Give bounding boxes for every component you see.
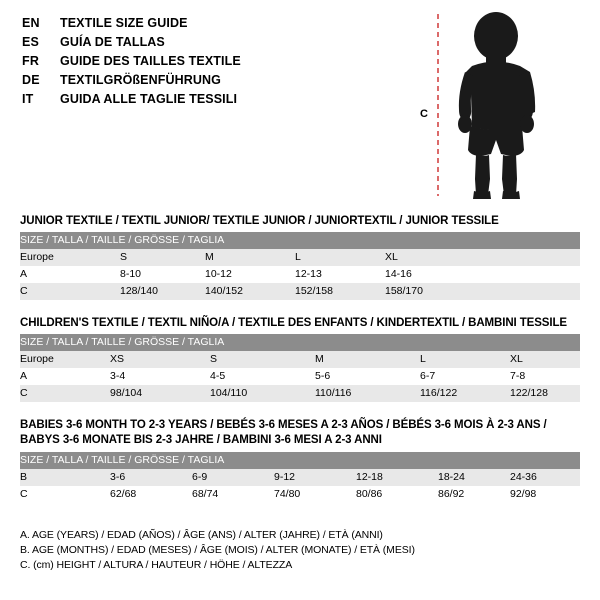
table-header-row: [20, 452, 580, 469]
toddler-figure: [420, 8, 580, 198]
table-row: [20, 249, 580, 266]
section-title: JUNIOR TEXTILE / TEXTIL JUNIOR/ TEXTILE JUNIOR / JUNIORTEXTIL / JUNIOR TESSILE: [20, 215, 499, 227]
cell: 98/104: [110, 385, 210, 402]
cell: 9-12: [274, 469, 356, 486]
cell: 12-18: [356, 469, 438, 486]
cell: XS: [110, 351, 210, 368]
language-code: FR: [22, 54, 40, 68]
language-row-en: [22, 14, 442, 33]
cell: L: [420, 351, 510, 368]
table-row: [20, 469, 580, 486]
footnote-a: A. AGE (YEARS) / EDAD (AÑOS) / ÂGE (ANS) / ALTER (JAHRE) / ETÀ (ANNI): [20, 529, 383, 541]
cell: 152/158: [295, 283, 385, 300]
section-title-line-2: BABYS 3-6 MONATE BIS 2-3 JAHRE / BAMBINI 3-6 MESI A 2-3 ANNI: [20, 434, 382, 446]
row-label: A: [20, 368, 110, 385]
row-label: C: [20, 385, 110, 402]
cell: 158/170: [385, 283, 580, 300]
cell: 4-5: [210, 368, 315, 385]
cell: S: [120, 249, 205, 266]
footnote-b: B. AGE (MONTHS) / EDAD (MESES) / ÂGE (MOIS) / ALTER (MONATE) / ETÀ (MESI): [20, 544, 415, 556]
size-header-label: SIZE / TALLA / TAILLE / GRÖSSE / TAGLIA: [20, 232, 580, 249]
language-code: EN: [22, 16, 40, 30]
row-label: B: [20, 469, 110, 486]
cell: M: [315, 351, 420, 368]
language-header: [22, 14, 442, 109]
language-title: GUÍA DE TALLAS: [60, 35, 165, 49]
table-row: [20, 385, 580, 402]
cell: 140/152: [205, 283, 295, 300]
size-header-label: SIZE / TALLA / TAILLE / GRÖSSE / TAGLIA: [20, 452, 580, 469]
cell: 6-7: [420, 368, 510, 385]
language-row-de: [22, 71, 442, 90]
language-code: IT: [22, 92, 34, 106]
cell: 6-9: [192, 469, 274, 486]
babies-size-table: [20, 452, 580, 503]
cell: 5-6: [315, 368, 420, 385]
cell: 104/110: [210, 385, 315, 402]
size-header-label: SIZE / TALLA / TAILLE / GRÖSSE / TAGLIA: [20, 334, 580, 351]
language-row-es: [22, 33, 442, 52]
row-label: A: [20, 266, 120, 283]
language-title: TEXTILE SIZE GUIDE: [60, 16, 188, 30]
footnote-c: C. (cm) HEIGHT / ALTURA / HAUTEUR / HÖHE / ALTEZZA: [20, 559, 293, 571]
cell: 80/86: [356, 486, 438, 503]
table-row: [20, 351, 580, 368]
table-header-row: [20, 232, 580, 249]
measure-label-c: C: [420, 108, 428, 120]
cell: 62/68: [110, 486, 192, 503]
cell: L: [295, 249, 385, 266]
section-title: CHILDREN'S TEXTILE / TEXTIL NIÑO/A / TEXTILE DES ENFANTS / KINDERTEXTIL / BAMBINI TESSILE: [20, 317, 567, 329]
cell: 24-36: [510, 469, 580, 486]
cell: 86/92: [438, 486, 510, 503]
cell: 3-4: [110, 368, 210, 385]
row-label: C: [20, 486, 110, 503]
table-header-row: [20, 334, 580, 351]
section-babies: [20, 418, 580, 503]
cell: 7-8: [510, 368, 580, 385]
cell: 116/122: [420, 385, 510, 402]
children-size-table: [20, 334, 580, 402]
cell: S: [210, 351, 315, 368]
language-title: TEXTILGRÖßENFÜHRUNG: [60, 73, 221, 87]
silhouette-shape: [458, 12, 535, 199]
language-row-it: [22, 90, 442, 109]
table-row: [20, 486, 580, 503]
cell: XL: [510, 351, 580, 368]
cell: 92/98: [510, 486, 580, 503]
row-label: Europe: [20, 351, 110, 368]
cell: 10-12: [205, 266, 295, 283]
cell: 3-6: [110, 469, 192, 486]
language-row-fr: [22, 52, 442, 71]
cell: 74/80: [274, 486, 356, 503]
cell: 122/128: [510, 385, 580, 402]
junior-size-table: [20, 232, 580, 300]
language-code: ES: [22, 35, 40, 49]
cell: 8-10: [120, 266, 205, 283]
table-row: [20, 283, 580, 300]
section-junior: [20, 215, 580, 300]
cell: 128/140: [120, 283, 205, 300]
cell: 18-24: [438, 469, 510, 486]
table-row: [20, 368, 580, 385]
row-label: C: [20, 283, 120, 300]
language-code: DE: [22, 73, 40, 87]
language-title: GUIDE DES TAILLES TEXTILE: [60, 54, 241, 68]
cell: 110/116: [315, 385, 420, 402]
cell: 68/74: [192, 486, 274, 503]
section-title-line-1: BABIES 3-6 MONTH TO 2-3 YEARS / BEBÉS 3-6 MESES A 2-3 AÑOS / BÉBÉS 3-6 MOIS À 2-3 ANS /: [20, 419, 547, 431]
row-label: Europe: [20, 249, 120, 266]
section-children: [20, 317, 580, 402]
toddler-silhouette-icon: [420, 8, 580, 203]
footnotes: [20, 528, 580, 573]
table-row: [20, 266, 580, 283]
cell: XL: [385, 249, 580, 266]
cell: M: [205, 249, 295, 266]
cell: 14-16: [385, 266, 580, 283]
language-title: GUIDA ALLE TAGLIE TESSILI: [60, 92, 238, 106]
cell: 12-13: [295, 266, 385, 283]
